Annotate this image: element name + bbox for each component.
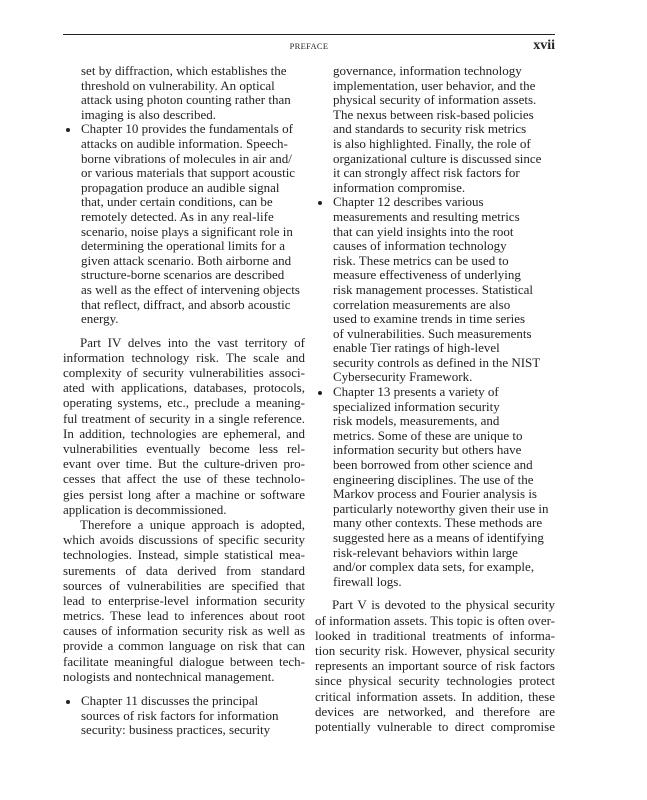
text-line: potentially vulnerable to direct compromise (315, 718, 555, 734)
paragraph-part-v (315, 597, 555, 734)
text-line: since physical security technologies protect (315, 673, 555, 689)
text-line: looked in traditional treatments of informa- (315, 627, 555, 643)
text-line: represents an important source of risk factors (315, 658, 555, 674)
text-line: implementation, user behavior, and the (333, 77, 536, 93)
text-line: organizational culture is discussed since (333, 150, 542, 166)
text-line: critical information assets. In addition, these (315, 688, 555, 704)
text-line: of information assets. This topic is often over- (315, 612, 555, 628)
text-line: facilitate meaningful dialogue between tech- (63, 653, 305, 669)
text-line: or various materials that support acoustic (81, 165, 296, 181)
text-line: that, under certain conditions, can be (81, 194, 273, 210)
text-line: Part IV delves into the vast territory of (80, 334, 305, 350)
text-line: measurements and resulting metrics (333, 208, 520, 224)
text-line: cesses that affect the use of these technolo- (63, 471, 305, 487)
text-line: used to examine trends in time series (333, 311, 526, 327)
text-line: devices are networked, and therefore are (315, 703, 555, 719)
right-continuation (333, 64, 555, 195)
text-line: many other contexts. These methods are (333, 515, 543, 531)
text-line: causes of information security risk as well as (63, 623, 305, 639)
text-line: technologies. Instead, simple statistical mea- (63, 547, 305, 563)
paragraph-part-iv (63, 335, 305, 517)
text-line: attacks on audible information. Speech- (81, 135, 288, 151)
text-line: correlation measurements are also (333, 296, 511, 312)
text-line: governance, information technology (333, 63, 522, 78)
text-line: application is decommissioned. (63, 501, 227, 517)
bullet-chapter-10 (81, 122, 305, 326)
text-line: Chapter 13 presents a variety of (333, 384, 499, 400)
left-continuation (81, 64, 305, 122)
text-line: specialized information security (333, 398, 500, 414)
text-line: security controls as defined in the NIST (333, 354, 541, 370)
running-head: PREFACE (289, 41, 329, 51)
text-line: Therefore a unique approach is adopted, (80, 516, 305, 532)
text-line: sources of vulnerabilities are specified that (63, 577, 305, 593)
text-line: engineering disciplines. The use of the (333, 471, 534, 487)
text-line: complexity of security vulnerabilities associ- (63, 365, 305, 381)
header-rule (63, 34, 555, 35)
bullet-chapter-12 (333, 195, 555, 385)
text-line: information security but others have (333, 442, 522, 458)
text-line: ated with applications, databases, protocols, (63, 380, 305, 396)
page-number: xvii (533, 38, 555, 53)
bullet-chapter-13 (333, 385, 555, 589)
text-line: particularly noteworthy given their use in (333, 500, 549, 516)
text-line: enable Tier ratings of high-level (333, 340, 500, 356)
text-line: borne vibrations of molecules in air and/ (81, 150, 292, 166)
text-line: tion security risk. However, physical security (315, 642, 555, 658)
text-line: scenario, noise plays a significant role in (81, 223, 293, 239)
text-line: remotely detected. As in any real-life (81, 208, 274, 224)
bullet-icon (318, 391, 322, 395)
text-line: Markov process and Fourier analysis is (333, 486, 537, 502)
text-line: that reflect, diffract, and absorb acoustic (81, 296, 291, 312)
text-line: Chapter 10 provides the fundamentals of (81, 121, 293, 137)
text-line: attack using photon counting rather than (81, 92, 291, 108)
text-line: Part V is devoted to the physical security (332, 597, 555, 613)
text-line: causes of information technology (333, 238, 507, 254)
bullet-icon (318, 201, 322, 205)
text-line: gies persist long after a machine or software (63, 486, 305, 502)
text-line: evant over time. But the culture-driven pro- (63, 456, 305, 472)
left-column (63, 64, 305, 738)
text-line: that can yield insights into the root (333, 223, 514, 239)
text-line: Chapter 11 discusses the principal (81, 693, 259, 708)
bullet-chapter-11 (81, 694, 305, 738)
bullet-icon (66, 700, 70, 704)
text-line: as well as the effect of intervening objects (81, 281, 300, 297)
text-line: ful treatment of security in a single reference. (63, 410, 305, 426)
text-line: and standards to security risk metrics (333, 121, 527, 137)
text-line: been borrowed from other science and (333, 457, 533, 473)
text-line: given attack scenario. Both airborne and (81, 252, 292, 268)
text-line: In addition, technologies are ephemeral, and (63, 425, 305, 441)
text-line: surements of data derived from standard (63, 562, 305, 578)
text-line: of vulnerabilities. Such measurements (333, 325, 532, 341)
text-line: risk. These metrics can be used to (333, 252, 509, 268)
text-line: information technology risk. The scale and (63, 349, 305, 365)
text-line: vulnerabilities eventually become less rel- (63, 441, 305, 456)
text-line: threshold on vulnerability. An optical (81, 77, 275, 93)
text-line: structure-borne scenarios are described (81, 267, 285, 283)
paragraph-approach (63, 517, 305, 684)
text-line: suggested here as a means of identifying (333, 530, 544, 545)
text-line: metrics. These lead to inferences about root (63, 608, 305, 624)
text-line: risk-relevant behaviors within large (333, 544, 518, 560)
right-column (315, 64, 555, 734)
text-line: is also highlighted. Finally, the role of (333, 135, 531, 151)
text-line: nologists and nontechnical management. (63, 668, 275, 684)
text-line: set by diffraction, which establishes the (81, 63, 287, 78)
text-line: security: business practices, security (81, 722, 271, 738)
text-line: lead to enterprise-level information security (63, 592, 305, 608)
text-line: and/or complex data sets, for example, (333, 559, 535, 575)
bullet-icon (66, 128, 70, 132)
text-line: determining the operational limits for a (81, 238, 285, 254)
text-line: metrics. Some of these are unique to (333, 427, 523, 443)
text-line: Cybersecurity Framework. (333, 369, 473, 385)
text-line: The nexus between risk-based policies (333, 106, 534, 122)
text-line: information compromise. (333, 179, 466, 195)
text-line: energy. (81, 311, 119, 327)
text-line: provide a common language on risk that can (63, 638, 305, 654)
text-line: which avoids discussions of specific security (63, 532, 305, 548)
text-line: risk management processes. Statistical (333, 281, 534, 297)
text-line: risk models, measurements, and (333, 413, 500, 429)
text-line: firewall logs. (333, 573, 402, 589)
text-line: measure effectiveness of underlying (333, 267, 521, 283)
text-line: Chapter 12 describes various (333, 194, 484, 210)
text-line: it can strongly affect risk factors for (333, 165, 520, 181)
text-line: imaging is also described. (81, 106, 217, 122)
text-line: physical security of information assets. (333, 92, 537, 108)
text-line: propagation produce an audible signal (81, 179, 280, 195)
text-line: sources of risk factors for information (81, 707, 279, 723)
text-line: operating systems, etc., preclude a meaning- (63, 395, 305, 411)
